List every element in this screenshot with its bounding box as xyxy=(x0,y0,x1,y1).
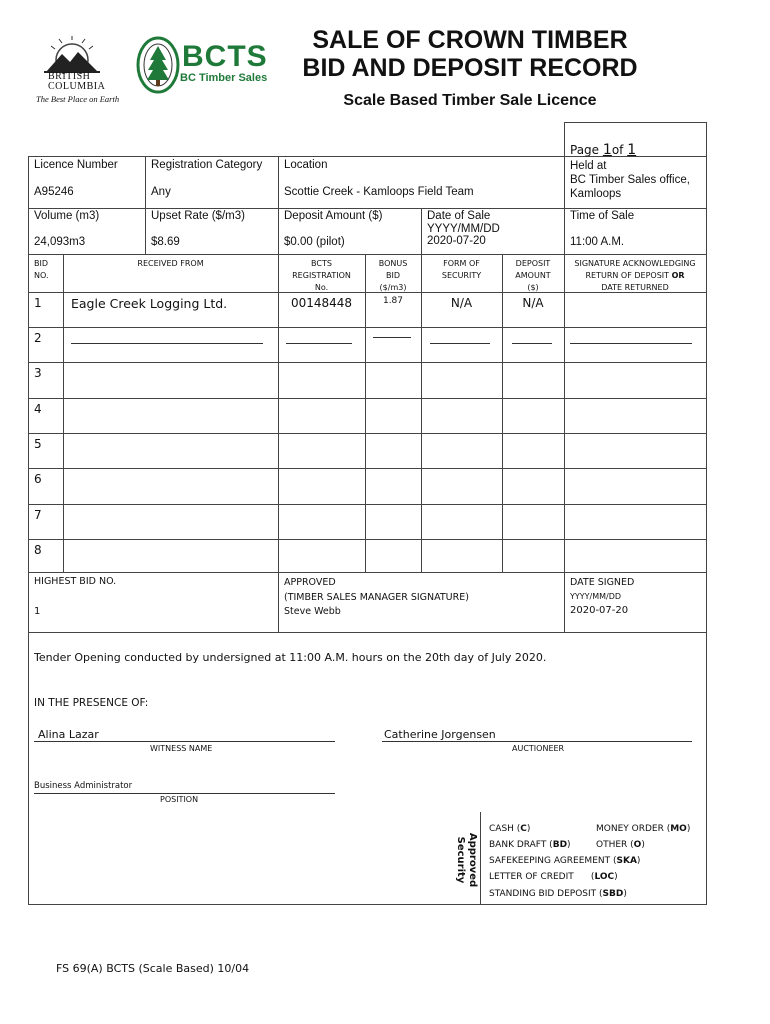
security-loc-text: LETTER OF CREDIT ( xyxy=(489,872,595,883)
bc-government-logo xyxy=(34,34,120,106)
row-received-from: Eagle Creek Logging Ltd. xyxy=(71,296,228,311)
security-bd-text: BANK DRAFT ( xyxy=(489,840,553,850)
approved-signature: Steve Webb xyxy=(284,606,341,617)
form-title xyxy=(290,26,650,82)
col-bonus-line1: BONUS xyxy=(378,259,408,268)
registration-category-label: Registration Category xyxy=(151,159,263,171)
row-received-blank[interactable] xyxy=(71,343,263,344)
held-at-line2: BC Timber Sales office, xyxy=(570,174,690,186)
col-bonus-bid xyxy=(365,258,421,294)
security-ska-close: ) xyxy=(636,856,641,866)
bc-logo-line1: BRITISH xyxy=(48,71,91,82)
col-form-line1: FORM OF xyxy=(443,259,480,268)
held-at-line1: Held at xyxy=(570,160,607,172)
form-subtitle: Scale Based Timber Sale Licence xyxy=(343,92,597,109)
security-loc-close: ) xyxy=(614,872,618,883)
row-form-of-security: N/A xyxy=(450,296,473,310)
row-number: 1 xyxy=(34,296,42,310)
security-standing-bid xyxy=(489,886,704,902)
col-received-from: RECEIVED FROM xyxy=(137,259,204,268)
security-safekeeping xyxy=(489,853,704,869)
volume-label: Volume (m3) xyxy=(34,210,100,222)
security-sbd-code: SBD xyxy=(602,888,624,899)
security-bd-code: BD xyxy=(552,840,568,850)
form-title-line2: BID AND DEPOSIT RECORD xyxy=(302,54,638,82)
page-number: 1 xyxy=(602,142,612,158)
security-mo-code: MO xyxy=(670,824,687,834)
security-other-close: ) xyxy=(641,840,645,850)
security-money-order xyxy=(596,821,690,837)
witness-name-value: Alina Lazar xyxy=(38,728,99,741)
row-bonus: 1.87 xyxy=(382,296,404,306)
licence-number-label: Licence Number xyxy=(34,159,118,171)
approved-security-line1: Approved xyxy=(467,832,478,888)
col-bcts-registration xyxy=(278,258,365,294)
auctioneer-line[interactable] xyxy=(382,741,692,742)
auctioneer-label: AUCTIONEER xyxy=(512,744,565,753)
time-of-sale-value: 11:00 A.M. xyxy=(570,236,625,248)
time-of-sale-label: Time of Sale xyxy=(570,210,635,222)
date-signed-label: DATE SIGNED xyxy=(570,577,635,588)
held-at xyxy=(570,159,690,201)
row-registration: 00148448 xyxy=(290,296,353,310)
col-dep-line3: ($) xyxy=(527,283,539,292)
security-mo-close: ) xyxy=(686,824,691,834)
bc-sun-mountain-icon xyxy=(34,34,114,74)
security-ska-text: SAFEKEEPING AGREEMENT ( xyxy=(489,856,617,866)
position-line[interactable] xyxy=(34,793,335,794)
security-cash-close: ) xyxy=(526,824,531,834)
col-sig-or: OR xyxy=(671,271,685,280)
auctioneer-name-value: Catherine Jorgensen xyxy=(384,728,496,741)
registration-category-value: Any xyxy=(151,186,171,198)
row-number: 5 xyxy=(34,437,42,451)
security-other-code: O xyxy=(633,840,642,850)
bcts-fullname: BC Timber Sales xyxy=(180,72,268,84)
presence-label: IN THE PRESENCE OF: xyxy=(34,697,149,709)
deposit-amount-value: $0.00 (pilot) xyxy=(284,236,345,248)
bcts-logo xyxy=(136,36,266,98)
form-title-line1: SALE OF CROWN TIMBER xyxy=(312,26,628,54)
highest-bid-value: 1 xyxy=(34,606,41,617)
security-sbd-close: ) xyxy=(623,888,627,899)
witness-line[interactable] xyxy=(34,741,335,742)
licence-number-value: A95246 xyxy=(34,186,74,198)
security-cash-code: C xyxy=(520,824,527,834)
page-label: Page xyxy=(570,143,600,157)
date-of-sale xyxy=(427,210,500,248)
position-label: POSITION xyxy=(160,795,199,804)
col-deposit-amount xyxy=(502,258,564,294)
bcts-acronym: BCTS xyxy=(182,40,268,73)
location-label: Location xyxy=(284,159,328,171)
security-loc-code: LOC xyxy=(594,872,615,883)
upset-rate-label: Upset Rate ($/m3) xyxy=(151,210,245,222)
row-form-blank[interactable] xyxy=(430,343,490,344)
row-signature-blank[interactable] xyxy=(570,343,692,344)
col-dep-line2: AMOUNT xyxy=(515,271,551,280)
security-mo-text: MONEY ORDER ( xyxy=(596,824,671,834)
col-reg-line2: REGISTRATION xyxy=(292,271,351,280)
security-types xyxy=(489,821,704,902)
date-signed-block xyxy=(570,576,634,618)
security-other xyxy=(596,837,645,853)
row-deposit-amount: N/A xyxy=(522,296,544,310)
security-bank-draft xyxy=(489,840,571,850)
upset-rate-value: $8.69 xyxy=(151,236,180,248)
approved-label: APPROVED xyxy=(284,577,336,588)
approved-sublabel: (TIMBER SALES MANAGER SIGNATURE) xyxy=(284,591,469,603)
col-sig-line1: SIGNATURE ACKNOWLEDGING xyxy=(574,259,696,268)
col-bid-no-line1: BID xyxy=(34,259,49,268)
col-bid-no-line2: NO. xyxy=(34,271,49,280)
row-number: 2 xyxy=(34,331,42,345)
form-footer: FS 69(A) BCTS (Scale Based) 10/04 xyxy=(56,962,250,975)
row-registration-blank[interactable] xyxy=(286,343,352,344)
security-ska-code: SKA xyxy=(616,856,637,866)
deposit-amount-label: Deposit Amount ($) xyxy=(284,210,383,222)
row-number: 3 xyxy=(34,366,42,380)
tender-statement: Tender Opening conducted by undersigned at 11:00 A.M. hours on the 20th day of July 2020. xyxy=(34,651,547,664)
held-at-line3: Kamloops xyxy=(570,188,622,200)
security-letter-of-credit xyxy=(489,869,704,885)
bc-tagline: The Best Place on Earth xyxy=(36,94,120,104)
row-bonus-blank[interactable] xyxy=(373,337,411,338)
date-format-label: YYYY/MM/DD xyxy=(427,222,500,235)
col-sig-line2: RETURN OF DEPOSIT xyxy=(585,271,672,280)
security-bd-close: ) xyxy=(567,840,571,850)
page-of: of xyxy=(611,143,624,157)
col-form-of-security xyxy=(421,258,502,282)
highest-bid-label: HIGHEST BID NO. xyxy=(34,576,117,587)
approved-security-line2: Security xyxy=(455,836,466,884)
row-number: 4 xyxy=(34,402,42,416)
col-reg-line1: BCTS xyxy=(311,259,332,268)
col-bid-no xyxy=(34,258,49,282)
security-cash xyxy=(489,824,530,834)
col-sig-line3: DATE RETURNED xyxy=(601,283,669,292)
bc-logo-line2: COLUMBIA xyxy=(48,81,106,92)
date-of-sale-label: Date of Sale xyxy=(427,210,491,222)
row-number: 8 xyxy=(34,543,42,557)
security-other-text: OTHER ( xyxy=(596,840,634,850)
row-number: 6 xyxy=(34,472,42,486)
col-bonus-line2: BID xyxy=(385,271,400,280)
approved-security-title xyxy=(454,824,478,896)
volume-value: 24,093m3 xyxy=(34,236,86,248)
location-value: Scottie Creek - Kamloops Field Team xyxy=(284,186,474,198)
approved-block xyxy=(284,576,469,620)
col-signature xyxy=(564,258,706,294)
security-cash-text: CASH ( xyxy=(489,824,521,834)
col-bonus-line3: ($/m3) xyxy=(379,283,407,292)
date-of-sale-value: 2020-07-20 xyxy=(427,235,486,247)
position-value: Business Administrator xyxy=(34,781,133,791)
page-indicator xyxy=(570,142,636,158)
col-form-line2: SECURITY xyxy=(441,271,482,280)
row-number: 7 xyxy=(34,508,42,522)
bcts-tree-seal-icon xyxy=(136,36,180,94)
col-dep-line1: DEPOSIT xyxy=(515,259,551,268)
page-total: 1 xyxy=(627,142,637,158)
date-signed-value: 2020-07-20 xyxy=(570,605,629,616)
witness-name-label: WITNESS NAME xyxy=(150,744,213,753)
security-sbd-text: STANDING BID DEPOSIT ( xyxy=(489,888,603,899)
date-signed-format: YYYY/MM/DD xyxy=(570,592,622,601)
row-amount-blank[interactable] xyxy=(512,343,552,344)
col-reg-line3: No. xyxy=(314,283,329,292)
